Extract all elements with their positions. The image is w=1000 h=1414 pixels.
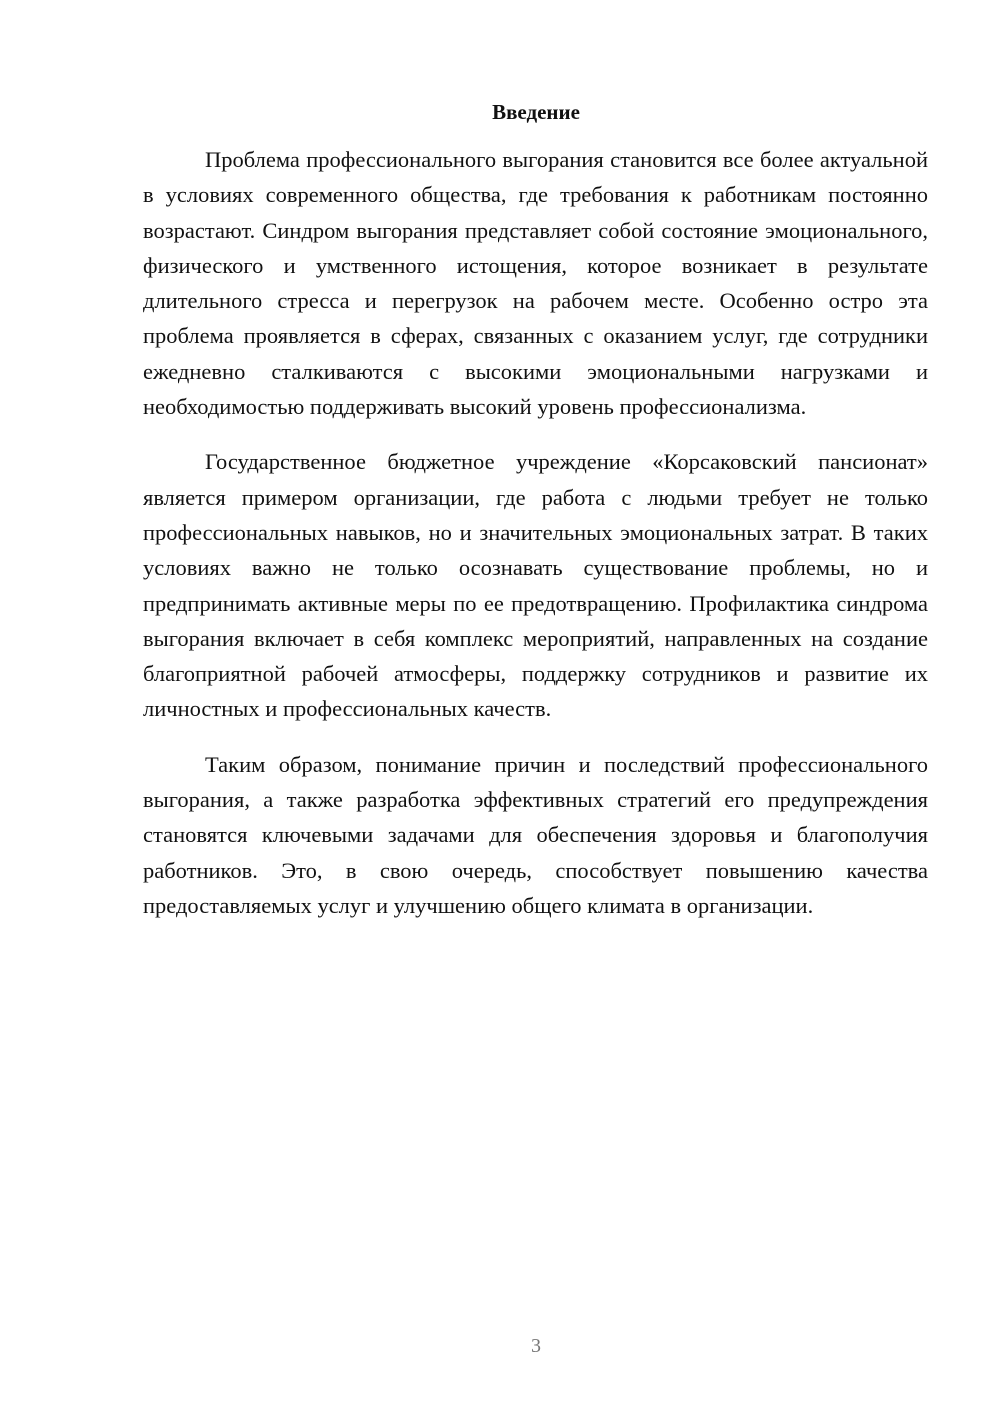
- paragraph-2: Государственное бюджетное учреждение «Корсаковский пансионат» является примером организации, где работа с людьми требует не только профессиональных навыков, но и значительных эмоциональных затрат. В таких условиях важно не только осознавать существование проблемы, но и предпринимать активные меры по ее предотвращению. Профилактика синдрома выгорания включает в себя комплекс мероприятий, направленных на создание благоприятной рабочей атмосферы, поддержку сотрудников и развитие их личностных и профессиональных качеств.: [143, 449, 928, 722]
- paragraph-1: Проблема профессионального выгорания становится все более актуальной в условиях современного общества, где требования к работникам постоянно возрастают. Синдром выгорания представляет собой состояние эмоционального, физического и умственного истощения, которое возникает в результате длительного стресса и перегрузок на рабочем месте. Особенно остро эта проблема проявляется в сферах, связанных с оказанием услуг, где сотрудники ежедневно сталкиваются с высокими эмоциональными нагрузками и необходимостью поддерживать высокий уровень профессионализма.: [143, 147, 928, 420]
- page-title: Введение: [492, 100, 580, 124]
- page-number: 3: [531, 1335, 541, 1357]
- paragraph-3: Таким образом, понимание причин и последствий профессионального выгорания, а также разработка эффективных стратегий его предупреждения становятся ключевыми задачами для обеспечения здоровья и благополучия работников. Это, в свою очередь, способствует повышению качества предоставляемых услуг и улучшению общего климата в организации.: [143, 751, 928, 918]
- body-text: [143, 142, 928, 943]
